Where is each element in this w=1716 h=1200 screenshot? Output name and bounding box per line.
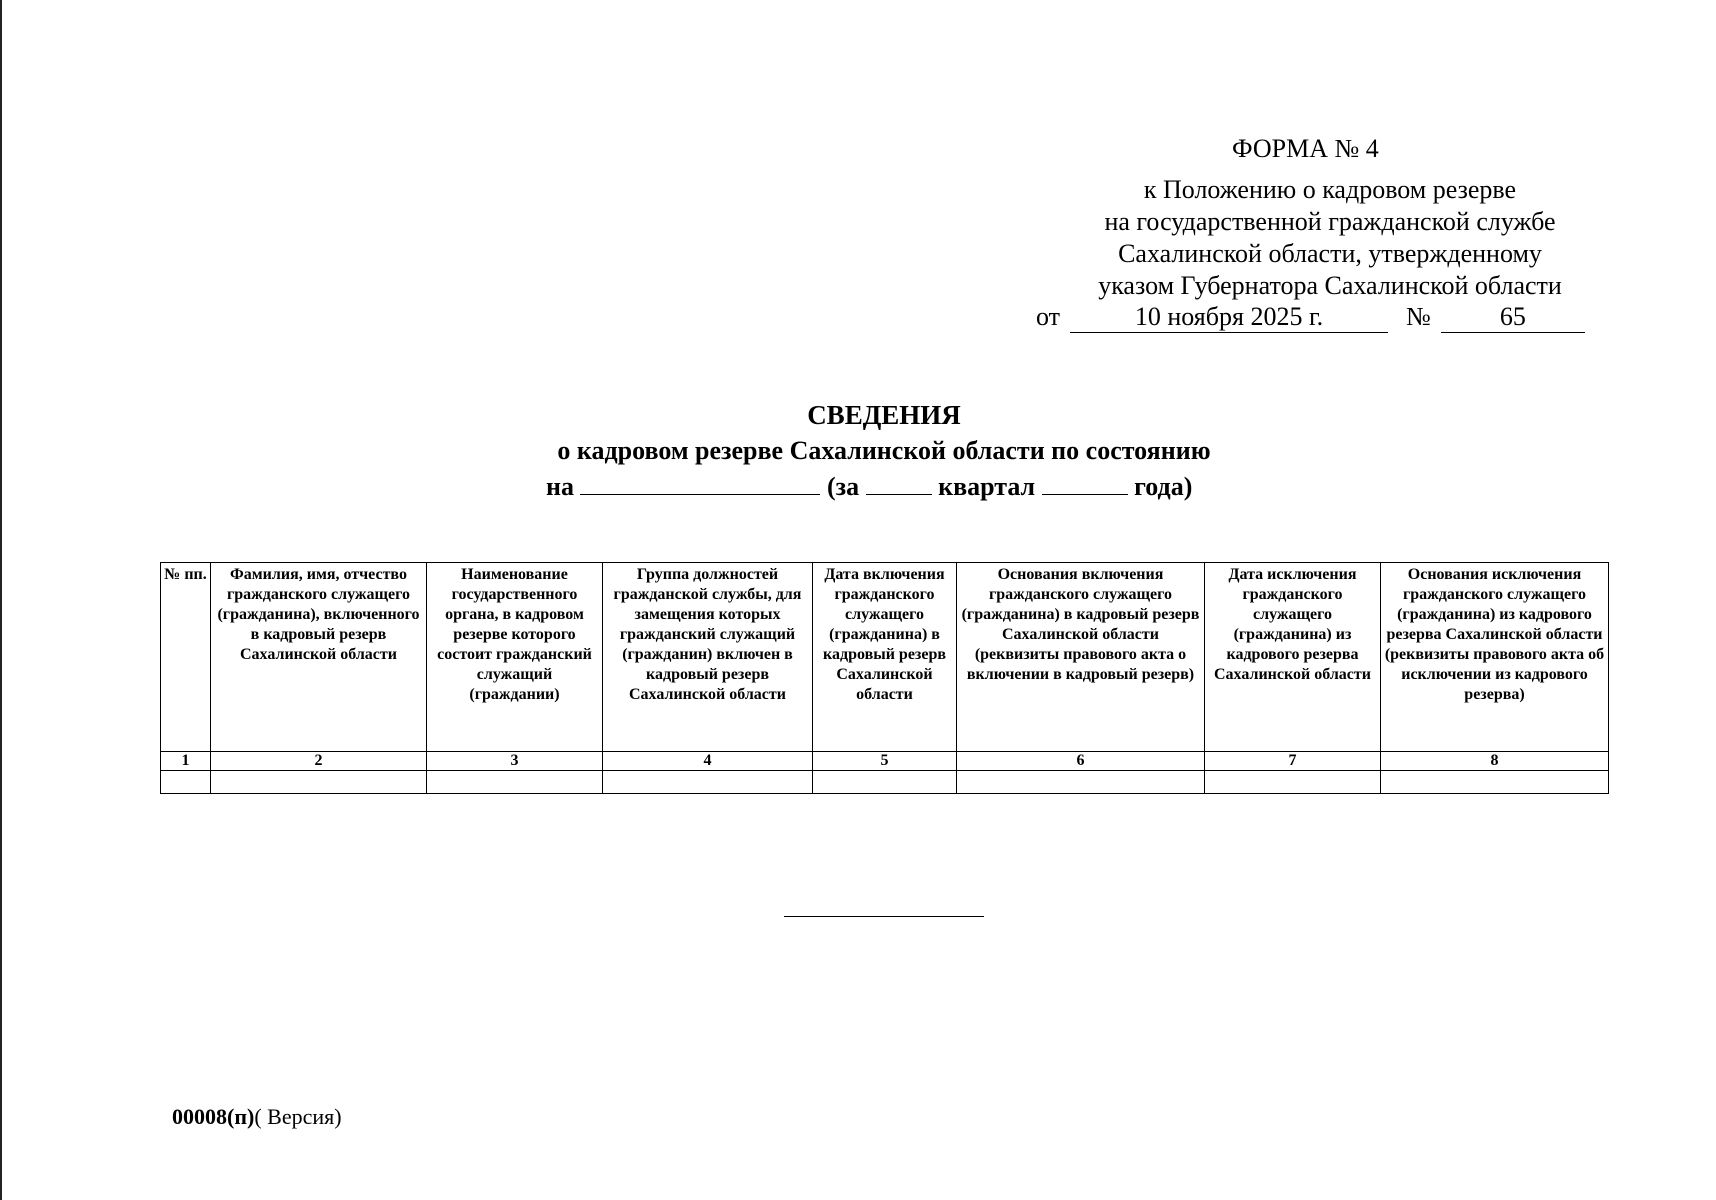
table-cell: [1381, 771, 1609, 794]
footer-document-code: [172, 1104, 342, 1130]
decree-date-line: [1036, 301, 1585, 333]
table-cell: [957, 771, 1205, 794]
decree-date-field: 10 ноября 2025 г.: [1070, 302, 1388, 333]
header-line: Сахалинской области, утвержденному: [1118, 239, 1542, 268]
column-number: 2: [211, 752, 427, 771]
year-blank: [1042, 468, 1128, 495]
column-header: Дата включения гражданского служащего (гражданина) в кадровый резерв Сахалинской области: [813, 563, 957, 752]
period-prefix: на: [546, 472, 574, 501]
table-row: [161, 771, 1609, 794]
number-sign: №: [1406, 302, 1431, 331]
column-number: 1: [161, 752, 211, 771]
table-cell: [603, 771, 813, 794]
column-header: Основания включения гражданского служащего (гражданина) в кадровый резерв Сахалинской области (реквизиты правового акта о включении в кадровый резерв): [957, 563, 1205, 752]
column-number: 4: [603, 752, 813, 771]
column-header: Основания исключения гражданского служащего (гражданина) из кадрового резерва Сахалинской области (реквизиты правового акта об исключении из кадрового резерва): [1381, 563, 1609, 752]
header-line: к Положению о кадровом резерве: [1143, 175, 1517, 204]
column-header: № пп.: [161, 563, 211, 752]
page-left-edge: [0, 0, 2, 1200]
decree-number-field: 65: [1441, 302, 1585, 333]
document-code: 00008(п): [172, 1104, 255, 1129]
form-title: ФОРМА № 4: [1232, 134, 1379, 163]
document-version: ( Версия): [254, 1104, 342, 1129]
column-header: Дата исключения гражданского служащего (гражданина) из кадрового резерва Сахалинской области: [1205, 563, 1381, 752]
column-number-row: [161, 752, 1609, 771]
column-header: Группа должностей гражданской службы, для замещения которых гражданский служащий (гражданин) включен в кадровый резерв Сахалинской области: [603, 563, 813, 752]
document-title: СВЕДЕНИЯ: [807, 400, 961, 430]
table-cell: [161, 771, 211, 794]
column-number: 6: [957, 752, 1205, 771]
column-header: Фамилия, имя, отчество гражданского служащего (гражданина), включенного в кадровый резерв Сахалинской области: [211, 563, 427, 752]
quarter-blank: [866, 468, 932, 495]
column-number: 5: [813, 752, 957, 771]
reporting-period-line: [546, 468, 1192, 502]
column-number: 3: [427, 752, 603, 771]
table-header-row: [161, 563, 1609, 752]
table-cell: [813, 771, 957, 794]
period-suffix: года): [1134, 472, 1193, 501]
report-date-blank: [580, 468, 820, 495]
period-za: (за: [826, 472, 860, 501]
table-cell: [211, 771, 427, 794]
personnel-reserve-table: [160, 562, 1609, 794]
header-line: на государственной гражданской службе: [1104, 207, 1556, 236]
column-number: 7: [1205, 752, 1381, 771]
column-header: Наименование государственного органа, в кадровом резерве которого состоит гражданский служащий (граждании): [427, 563, 603, 752]
header-line: указом Губернатора Сахалинской области: [1098, 271, 1562, 300]
period-kvartal: квартал: [938, 472, 1036, 501]
table-cell: [427, 771, 603, 794]
header-reference: [1040, 174, 1620, 302]
document-subtitle: о кадровом резерве Сахалинской области по состоянию: [557, 436, 1211, 465]
column-number: 8: [1381, 752, 1609, 771]
table-cell: [1205, 771, 1381, 794]
date-prefix: от: [1036, 302, 1061, 331]
closing-rule: [784, 916, 984, 917]
